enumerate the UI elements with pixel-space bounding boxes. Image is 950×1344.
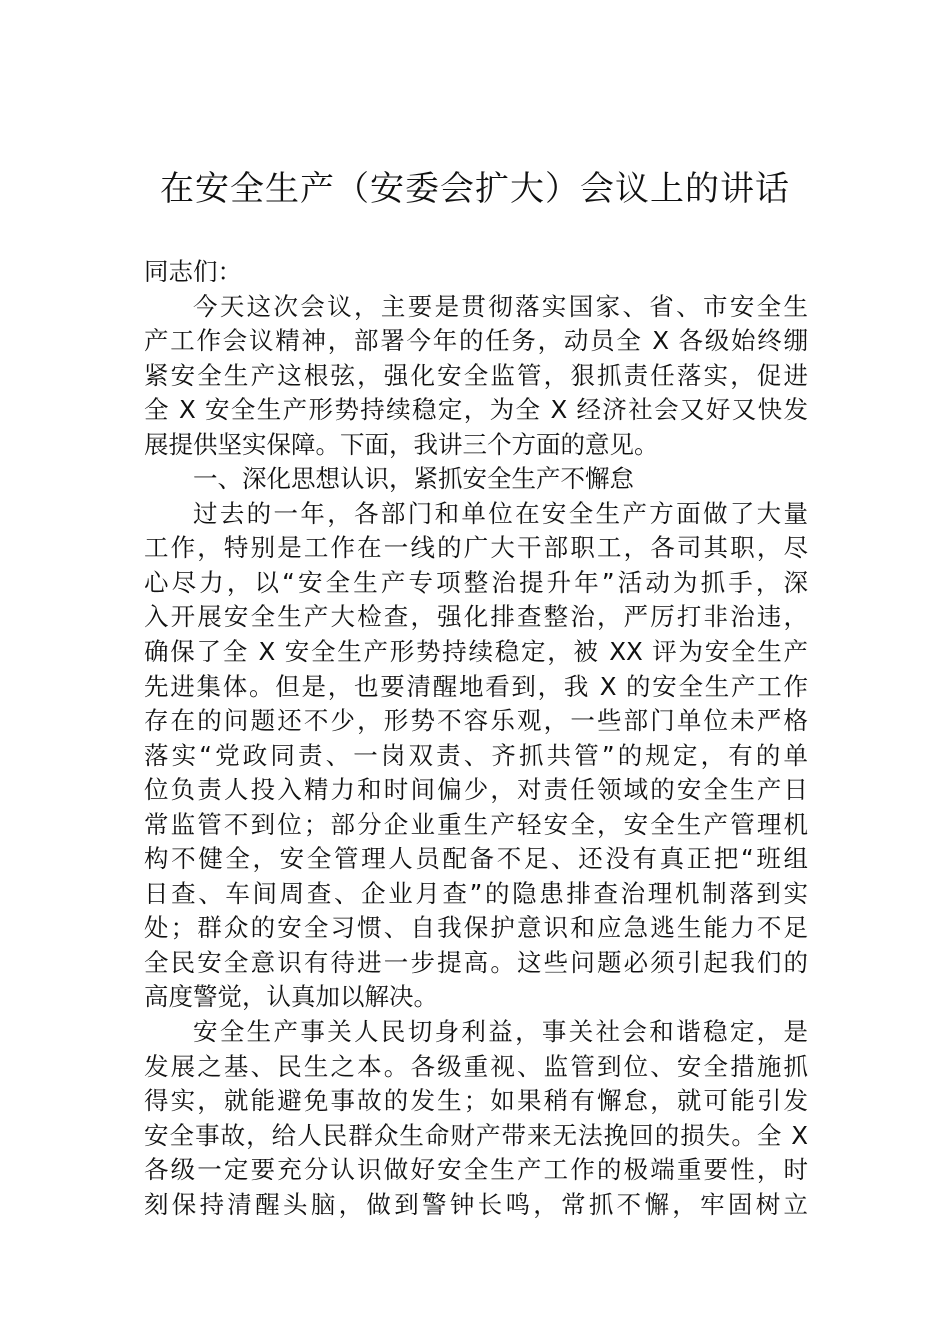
text-line: 过去的一年，各部门和单位在安全生产方面做了大量: [193, 498, 808, 528]
text-line: 展提供坚实保障。下面，我讲三个方面的意见。: [144, 429, 659, 459]
text-line: 刻保持清醒头脑，做到警钟长鸣，常抓不懈，牢固树立: [144, 1189, 808, 1219]
text-line: 落实“党政同责、一岗双责、齐抓共管”的规定，有的单: [144, 740, 808, 770]
text-line: 一、深化思想认识，紧抓安全生产不懈怠: [193, 464, 634, 494]
text-line: 位负责人投入精力和时间偏少，对责任领域的安全生产日: [144, 775, 808, 805]
text-line: 工作，特别是工作在一线的广大干部职工，各司其职，尽: [144, 533, 808, 563]
text-line: 处；群众的安全习惯、自我保护意识和应急逃生能力不足: [144, 913, 808, 943]
text-line: 紧安全生产这根弦，强化安全监管，狠抓责任落实，促进: [144, 360, 808, 390]
text-line: 发展之基、民生之本。各级重视、监管到位、安全措施抓: [144, 1051, 808, 1081]
text-line: 得实，就能避免事故的发生；如果稍有懈怠，就可能引发: [144, 1086, 808, 1116]
text-line: 高度警觉，认真加以解决。: [144, 982, 438, 1012]
text-line: 全 X 安全生产形势持续稳定，为全 X 经济社会又好又快发: [144, 395, 808, 425]
text-line: 存在的问题还不少，形势不容乐观，一些部门单位未严格: [144, 706, 808, 736]
text-line: 日查、车间周查、企业月查”的隐患排查治理机制落到实: [144, 878, 808, 908]
text-line: 今天这次会议，主要是贯彻落实国家、省、市安全生: [193, 291, 808, 321]
text-line: 全民安全意识有待进一步提高。这些问题必须引起我们的: [144, 947, 808, 977]
document-body: [144, 255, 808, 1222]
text-line: 先进集体。但是，也要清醒地看到，我 X 的安全生产工作: [144, 671, 808, 701]
text-line: 心尽力，以“安全生产专项整治提升年”活动为抓手，深: [144, 567, 808, 597]
document-title: 在安全生产（安委会扩大）会议上的讲话: [160, 169, 790, 209]
text-line: 安全生产事关人民切身利益，事关社会和谐稳定，是: [193, 1017, 808, 1047]
text-line: 常监管不到位；部分企业重生产轻安全，安全生产管理机: [144, 809, 808, 839]
text-line: 各级一定要充分认识做好安全生产工作的极端重要性，时: [144, 1155, 808, 1185]
text-line: 入开展安全生产大检查，强化排查整治，严厉打非治违，: [144, 602, 808, 632]
text-line: 安全事故，给人民群众生命财产带来无法挽回的损失。全 X: [144, 1120, 808, 1150]
text-line: 产工作会议精神，部署今年的任务，动员全 X 各级始终绷: [144, 326, 808, 356]
text-line: 构不健全，安全管理人员配备不足、还没有真正把“班组: [144, 844, 808, 874]
text-line: 确保了全 X 安全生产形势持续稳定，被 XX 评为安全生产: [144, 637, 808, 667]
text-line: 同志们：: [144, 257, 242, 286]
